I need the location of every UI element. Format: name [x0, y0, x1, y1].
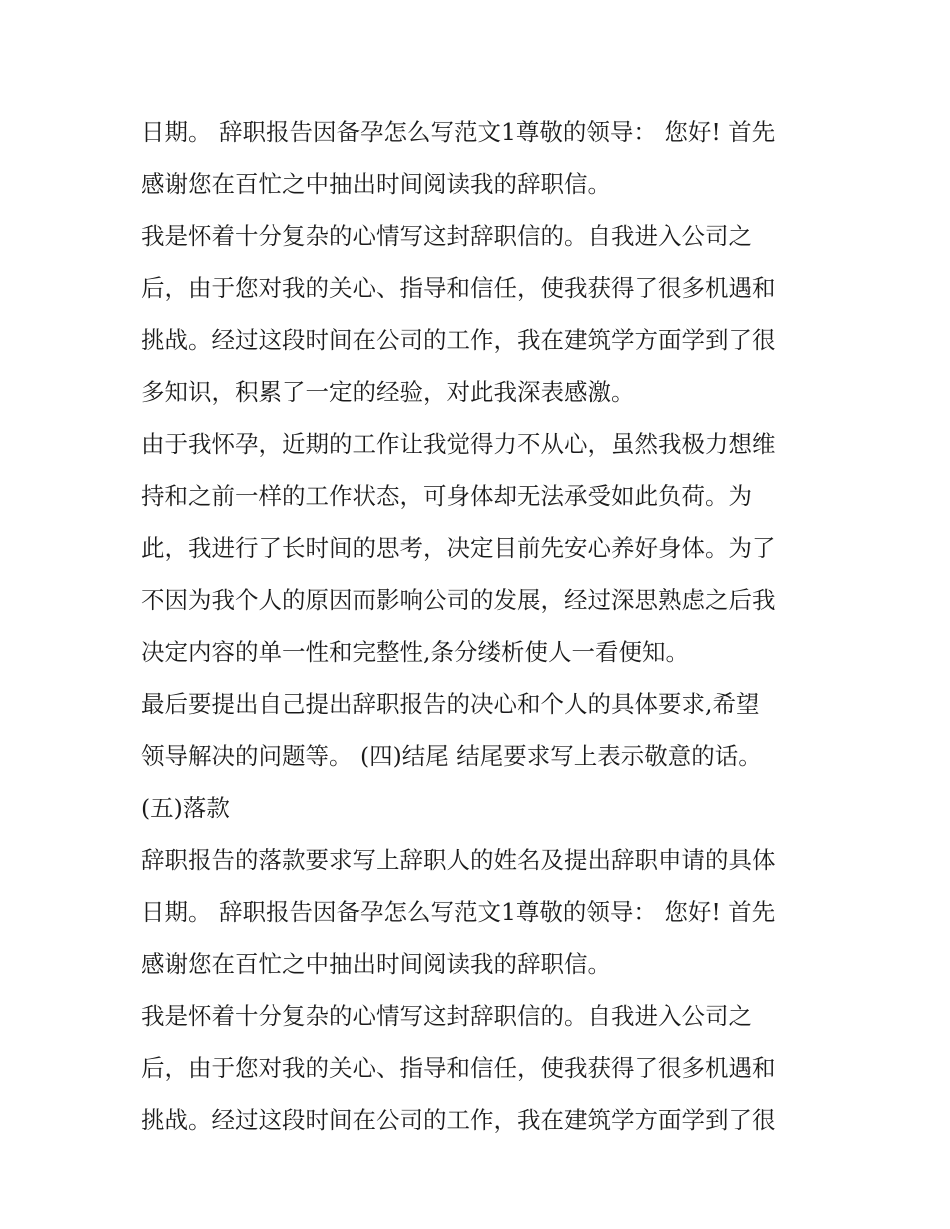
- text-line: 我是怀着十分复杂的心情写这封辞职信的。自我进入公司之: [141, 222, 752, 250]
- text-line: 挑战。经过这段时间在公司的工作，我在建筑学方面学到了很: [141, 326, 776, 354]
- body-text: [141, 106, 821, 1146]
- text-line: 不因为我个人的原因而影响公司的发展，经过深思熟虑之后我: [141, 586, 776, 614]
- text-line: 日期。 辞职报告因备孕怎么写范文1尊敬的领导： 您好! 首先: [141, 898, 776, 926]
- text-line: 决定内容的单一性和完整性,条分缕析使人一看便知。: [141, 638, 689, 666]
- text-line: 我是怀着十分复杂的心情写这封辞职信的。自我进入公司之: [141, 1002, 752, 1030]
- text-line: 多知识，积累了一定的经验，对此我深表感激。: [141, 378, 635, 406]
- text-line: (五)落款: [141, 794, 230, 822]
- text-line: 辞职报告的落款要求写上辞职人的姓名及提出辞职申请的具体: [141, 846, 776, 874]
- text-line: 此，我进行了长时间的思考，决定目前先安心养好身体。为了: [141, 534, 776, 562]
- text-line: 领导解决的问题等。 (四)结尾 结尾要求写上表示敬意的话。: [141, 742, 762, 770]
- text-line: 挑战。经过这段时间在公司的工作，我在建筑学方面学到了很: [141, 1106, 776, 1134]
- text-line: 后，由于您对我的关心、指导和信任，使我获得了很多机遇和: [141, 1054, 776, 1082]
- text-line: 最后要提出自己提出辞职报告的决心和个人的具体要求,希望: [141, 690, 760, 718]
- text-line: 日期。 辞职报告因备孕怎么写范文1尊敬的领导： 您好! 首先: [141, 118, 776, 146]
- text-line: 持和之前一样的工作状态，可身体却无法承受如此负荷。为: [141, 482, 752, 510]
- text-line: 由于我怀孕，近期的工作让我觉得力不从心，虽然我极力想维: [141, 430, 776, 458]
- text-line: 后，由于您对我的关心、指导和信任，使我获得了很多机遇和: [141, 274, 776, 302]
- text-line: 感谢您在百忙之中抽出时间阅读我的辞职信。: [141, 170, 611, 198]
- text-line: 感谢您在百忙之中抽出时间阅读我的辞职信。: [141, 950, 611, 978]
